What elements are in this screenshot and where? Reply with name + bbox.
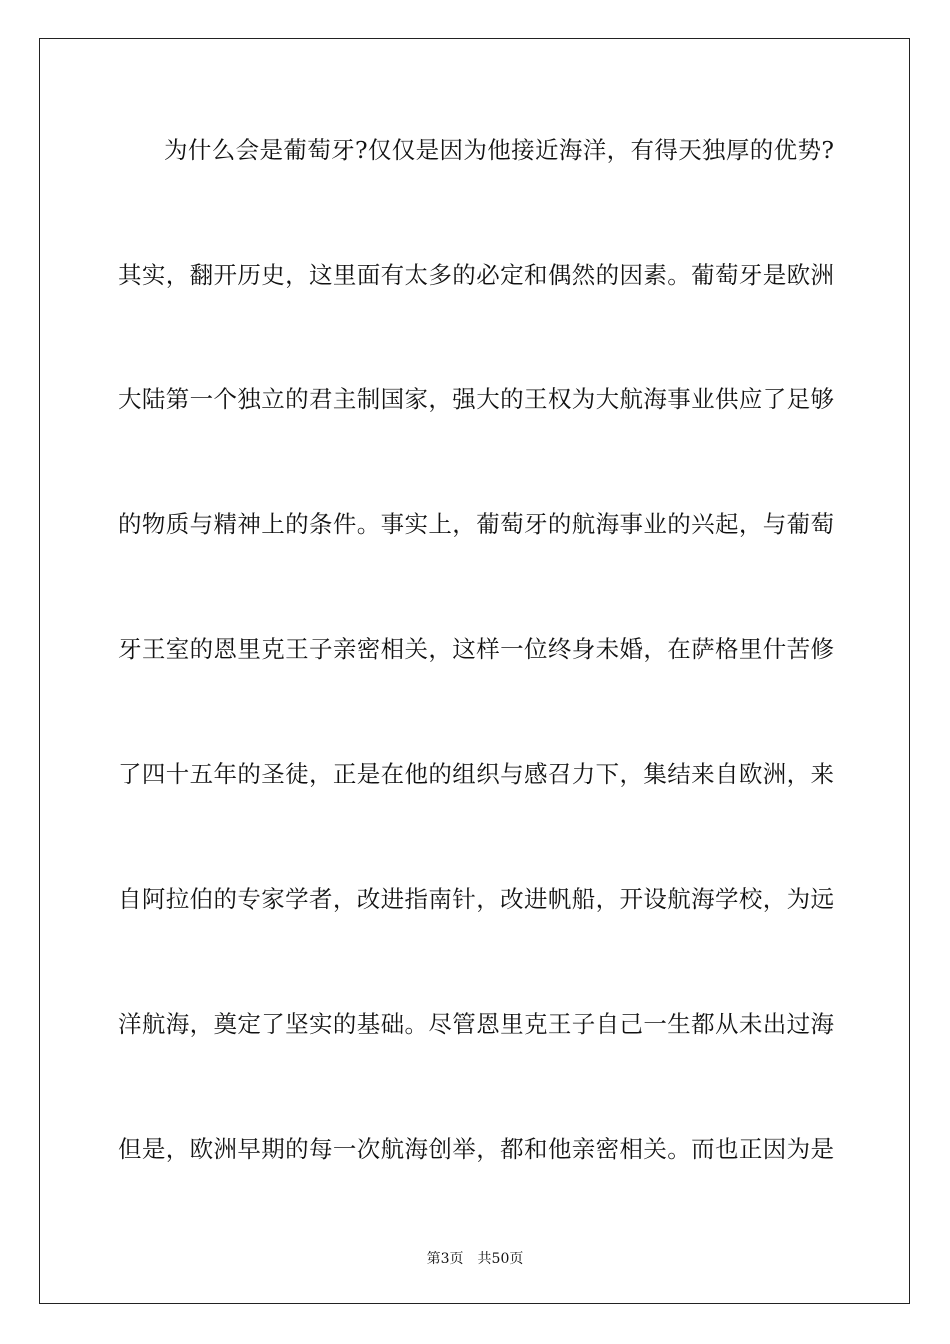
page-number: 第3页 xyxy=(426,1251,464,1267)
text-line-4: 的物质与精神上的条件。事实上，葡萄牙的航海事业的兴起，与葡萄 xyxy=(118,510,834,538)
text-line-6: 了四十五年的圣徒，正是在他的组织与感召力下，集结来自欧洲，来 xyxy=(118,760,834,788)
text-line-9: 但是，欧洲早期的每一次航海创举，都和他亲密相关。而也正因为是 xyxy=(118,1135,834,1163)
page-border xyxy=(39,38,910,1304)
text-line-2: 其实，翻开历史，这里面有太多的必定和偶然的因素。葡萄牙是欧洲 xyxy=(118,261,834,289)
text-line-8: 洋航海，奠定了坚实的基础。尽管恩里克王子自己一生都从未出过海 xyxy=(118,1010,834,1038)
page-total: 共50页 xyxy=(477,1251,524,1267)
text-line-1: 为什么会是葡萄牙?仅仅是因为他接近海洋，有得天独厚的优势? xyxy=(164,136,834,164)
text-line-7: 自阿拉伯的专家学者，改进指南针，改进帆船，开设航海学校，为远 xyxy=(118,885,834,913)
page-footer xyxy=(0,1248,950,1268)
text-line-5: 牙王室的恩里克王子亲密相关，这样一位终身未婚，在萨格里什苦修 xyxy=(118,635,834,663)
text-line-3: 大陆第一个独立的君主制国家，强大的王权为大航海事业供应了足够 xyxy=(118,385,834,413)
